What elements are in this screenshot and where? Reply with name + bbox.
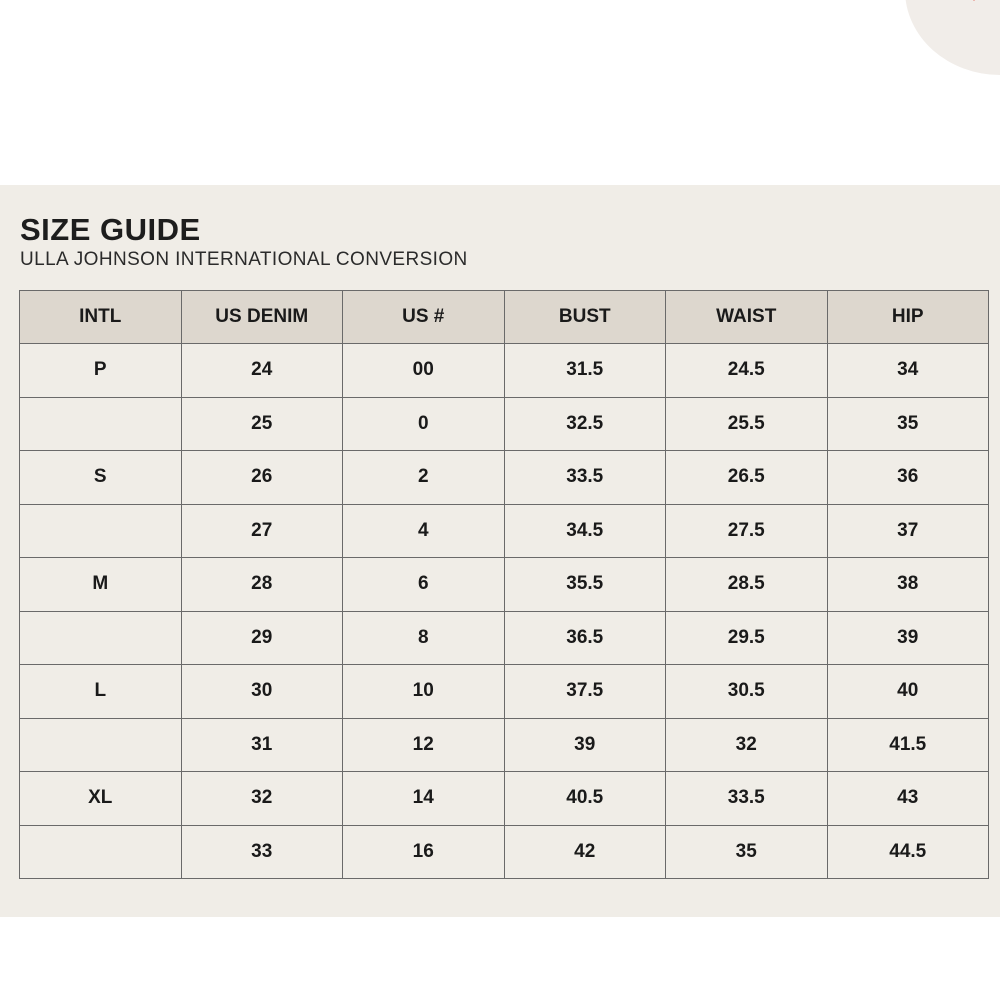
cell-bust: 35.5 bbox=[504, 558, 666, 612]
cell-us-denim: 33 bbox=[181, 825, 343, 879]
column-header-us-denim: US DENIM bbox=[181, 291, 343, 344]
cell-hip: 34 bbox=[827, 344, 989, 398]
column-header-bust: BUST bbox=[504, 291, 666, 344]
cell-us-number: 14 bbox=[343, 772, 505, 826]
cell-intl: S bbox=[20, 451, 182, 505]
cell-waist: 35 bbox=[666, 825, 828, 879]
table-row bbox=[20, 504, 989, 558]
cell-us-denim: 28 bbox=[181, 558, 343, 612]
wishlist-button[interactable] bbox=[905, 0, 1000, 75]
cell-intl bbox=[20, 825, 182, 879]
cell-hip: 36 bbox=[827, 451, 989, 505]
cell-us-number: 6 bbox=[343, 558, 505, 612]
table-row bbox=[20, 451, 989, 505]
cell-us-denim: 26 bbox=[181, 451, 343, 505]
cell-us-denim: 31 bbox=[181, 718, 343, 772]
cell-hip: 39 bbox=[827, 611, 989, 665]
cell-bust: 34.5 bbox=[504, 504, 666, 558]
column-header-waist: WAIST bbox=[666, 291, 828, 344]
cell-bust: 31.5 bbox=[504, 344, 666, 398]
page-title: SIZE GUIDE bbox=[20, 212, 201, 247]
column-header-hip: HIP bbox=[827, 291, 989, 344]
cell-bust: 33.5 bbox=[504, 451, 666, 505]
cell-intl bbox=[20, 611, 182, 665]
cell-us-number: 00 bbox=[343, 344, 505, 398]
cell-waist: 29.5 bbox=[666, 611, 828, 665]
cell-intl bbox=[20, 397, 182, 451]
cell-bust: 40.5 bbox=[504, 772, 666, 826]
cell-hip: 41.5 bbox=[827, 718, 989, 772]
cell-us-number: 0 bbox=[343, 397, 505, 451]
table-row bbox=[20, 611, 989, 665]
cell-bust: 37.5 bbox=[504, 665, 666, 719]
cell-waist: 32 bbox=[666, 718, 828, 772]
cell-us-denim: 29 bbox=[181, 611, 343, 665]
cell-bust: 32.5 bbox=[504, 397, 666, 451]
table-row bbox=[20, 718, 989, 772]
cell-hip: 37 bbox=[827, 504, 989, 558]
size-guide-panel bbox=[0, 185, 1000, 917]
table-body bbox=[20, 344, 989, 879]
cell-us-number: 8 bbox=[343, 611, 505, 665]
table-row bbox=[20, 665, 989, 719]
column-header-intl: INTL bbox=[20, 291, 182, 344]
cell-hip: 38 bbox=[827, 558, 989, 612]
cell-intl bbox=[20, 504, 182, 558]
cell-bust: 39 bbox=[504, 718, 666, 772]
cell-waist: 25.5 bbox=[666, 397, 828, 451]
cell-intl: XL bbox=[20, 772, 182, 826]
cell-bust: 36.5 bbox=[504, 611, 666, 665]
cell-us-number: 10 bbox=[343, 665, 505, 719]
cell-us-number: 2 bbox=[343, 451, 505, 505]
cell-waist: 24.5 bbox=[666, 344, 828, 398]
cell-waist: 27.5 bbox=[666, 504, 828, 558]
cell-us-number: 4 bbox=[343, 504, 505, 558]
cell-hip: 44.5 bbox=[827, 825, 989, 879]
cell-intl bbox=[20, 718, 182, 772]
cell-bust: 42 bbox=[504, 825, 666, 879]
cell-waist: 28.5 bbox=[666, 558, 828, 612]
page-subtitle: ULLA JOHNSON INTERNATIONAL CONVERSION bbox=[20, 249, 468, 270]
cell-intl: L bbox=[20, 665, 182, 719]
table-row bbox=[20, 825, 989, 879]
cell-us-denim: 27 bbox=[181, 504, 343, 558]
column-header-us-number: US # bbox=[343, 291, 505, 344]
size-conversion-table bbox=[19, 290, 989, 879]
cell-us-number: 16 bbox=[343, 825, 505, 879]
cell-hip: 35 bbox=[827, 397, 989, 451]
table-row bbox=[20, 397, 989, 451]
cell-hip: 43 bbox=[827, 772, 989, 826]
heart-icon bbox=[962, 0, 986, 1]
table-row bbox=[20, 344, 989, 398]
cell-waist: 33.5 bbox=[666, 772, 828, 826]
cell-us-denim: 32 bbox=[181, 772, 343, 826]
cell-us-denim: 25 bbox=[181, 397, 343, 451]
cell-waist: 30.5 bbox=[666, 665, 828, 719]
table-header-row bbox=[20, 291, 989, 344]
cell-us-denim: 24 bbox=[181, 344, 343, 398]
cell-us-denim: 30 bbox=[181, 665, 343, 719]
table-row bbox=[20, 772, 989, 826]
cell-waist: 26.5 bbox=[666, 451, 828, 505]
cell-intl: P bbox=[20, 344, 182, 398]
cell-intl: M bbox=[20, 558, 182, 612]
cell-hip: 40 bbox=[827, 665, 989, 719]
table-row bbox=[20, 558, 989, 612]
cell-us-number: 12 bbox=[343, 718, 505, 772]
